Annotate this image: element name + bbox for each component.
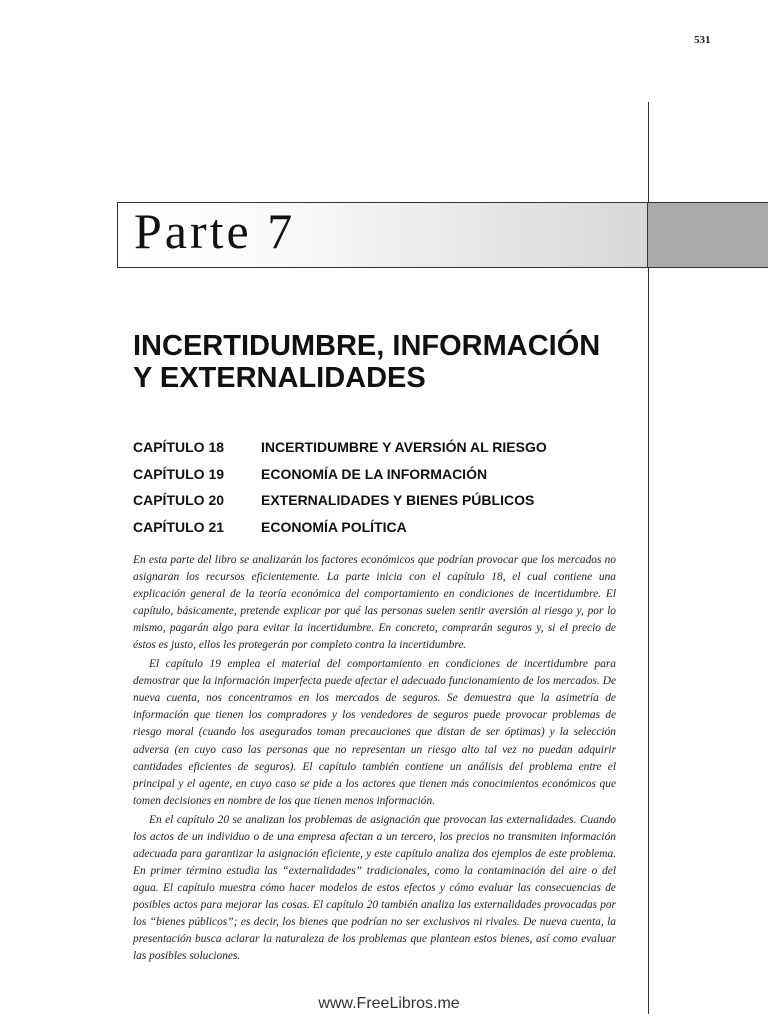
chapter-title: EXTERNALIDADES Y BIENES PÚBLICOS — [261, 492, 535, 509]
paragraph: En el capítulo 20 se analizan los problemas de asignación que provocan las externalidades. Cuando los actos de un individuo o de una empresa afectan a un tercero, los precios no transmiten información adecuada para garantizar la asignación eficiente, y este capítulo analiza dos ejemplos de este problema. En primer término estudia las “externalidades” tradicionales, como la contaminación del aire o del agua. El capítulo muestra cómo hacer modelos de estos efectos y cómo evaluar las consecuencias de posibles actos para mejorar las cosas. El capítulo 20 también analiza las externalidades provocadas por los “bienes públicos”; es decir, los bienes que podrían no ser exclusivos ni rivales. De nueva cuenta, la presentación busca aclarar la naturaleza de los problemas que plantean estos bienes, así como evaluar las posibles soluciones. — [133, 813, 616, 963]
main-title-line-2: Y EXTERNALIDADES — [133, 362, 426, 394]
paragraph: En esta parte del libro se analizarán los factores económicos que podrían provocar que los mercados no asignaran los recursos eficientemente. La parte inicia con el capítulo 18, el cual contiene una explicación general de la teoría económica del comportamiento en condiciones de incertidumbre. El capítulo, básicamente, pretende explicar por qué las personas suelen sentir aversión al riesgo y, por lo mismo, pagarán algo para evitar la incertidumbre. En concreto, comprarán seguros y, si el precio de éstos es justo, ellos les protegerán por completo contra la incertidumbre. — [133, 554, 616, 652]
chapter-row — [133, 461, 633, 488]
footer-url[interactable]: www.FreeLibros.me — [318, 995, 460, 1012]
chapter-row — [133, 514, 633, 541]
chapter-title: ECONOMÍA DE LA INFORMACIÓN — [261, 465, 488, 482]
chapter-number: CAPÍTULO 21 — [133, 518, 225, 535]
main-title-line-1: INCERTIDUMBRE, INFORMACIÓN — [133, 330, 601, 362]
chapter-list — [133, 434, 633, 540]
part-tab — [648, 202, 768, 268]
chapter-row — [133, 434, 633, 461]
chapter-row — [133, 487, 633, 514]
body-text — [133, 552, 616, 965]
part-title: Parte 7 — [134, 203, 296, 259]
main-title — [133, 330, 633, 394]
chapter-title: INCERTIDUMBRE Y AVERSIÓN AL RIESGO — [261, 439, 547, 456]
chapter-number: CAPÍTULO 19 — [133, 465, 225, 482]
chapter-title: ECONOMÍA POLÍTICA — [261, 518, 407, 535]
chapter-number: CAPÍTULO 20 — [133, 492, 225, 509]
paragraph: El capítulo 19 emplea el material del comportamiento en condiciones de incertidumbre para demostrar que la información imperfecta puede afectar el adecuado funcionamiento de los mercados. De nueva cuenta, nos concentramos en los mercados de seguros. Se demuestra que la asimetría de información que tienen los compradores y los vendedores de seguros puede provocar problemas de riesgo moral (cuando los asegurados toman precauciones que distan de ser óptimas) y la selección adversa (en cuyo caso las personas que no representan un riesgo alto tal vez no puedan adquirir cantidades eficientes de seguros). El capítulo también contiene un análisis del problema entre el principal y el agente, en cuyo caso se pide a los actores que tienen más conocimientos económicos que tomen decisiones en nombre de los que tienen menos información. — [133, 658, 616, 807]
page-number: 531 — [694, 34, 711, 46]
chapter-number: CAPÍTULO 18 — [133, 439, 225, 456]
